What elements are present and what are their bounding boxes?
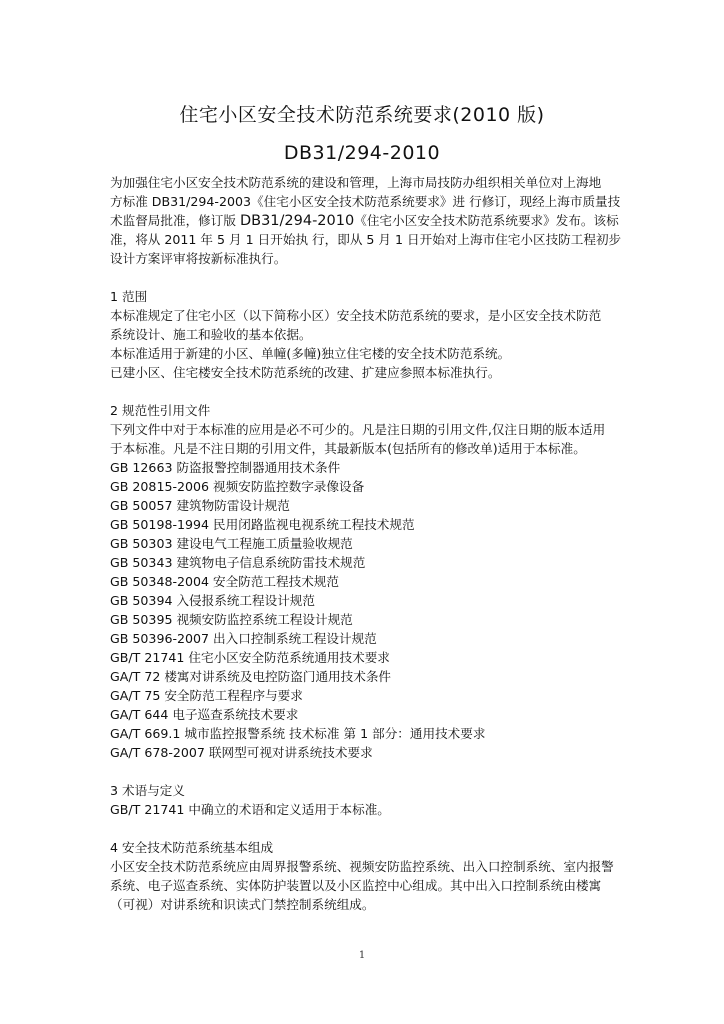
reference-item: GA/T 75 安全防范工程程序与要求	[110, 688, 303, 703]
section-line: 系统、电子巡查系统、实体防护装置以及小区监控中心组成。其中出入口控制系统由楼寓	[110, 878, 602, 893]
page-number: 1	[358, 950, 366, 961]
reference-item: GB 50395 视频安防监控系统工程设计规范	[110, 612, 353, 627]
section-line: 下列文件中对于本标准的应用是必不可少的。凡是注日期的引用文件,仅注日期的版本适用	[110, 422, 606, 437]
intro-line	[110, 211, 620, 230]
section-basic-composition	[110, 838, 620, 914]
reference-item: GA/T 644 电子巡查系统技术要求	[110, 707, 299, 722]
intro-line: 准，将从 2011 年 5 月 1 日开始执 行，即从 5 月 1 日开始对上海市住宅小区技防工程初步	[110, 232, 622, 247]
reference-item: GB 50303 建设电气工程施工质量验收规范	[110, 536, 353, 551]
section-line: GB/T 21741 中确立的术语和定义适用于本标准。	[110, 802, 390, 817]
section-normative-references	[110, 401, 620, 762]
reference-item: GB 50348-2004 安全防范工程技术规范	[110, 574, 339, 589]
document-title: 住宅小区安全技术防范系统要求(2010 版)	[179, 104, 545, 126]
document-body	[110, 173, 620, 914]
revised-standard-number: DB31/294-2010	[239, 213, 355, 229]
reference-item: GB 50198-1994 民用闭路监视电视系统工程技术规范	[110, 517, 415, 532]
intro-text: 术监督局批准，修订版	[110, 213, 240, 228]
reference-item: GB 20815-2006 视频安防监控数字录像设备	[110, 479, 365, 494]
intro-text: 《住宅小区安全技术防范系统要求》发布。该标	[354, 213, 619, 228]
section-line: 于本标准。凡是不注日期的引用文件，其最新版本(包括所有的修改单)适用于本标准。	[110, 441, 586, 456]
reference-item: GB 50057 建筑物防雷设计规范	[110, 498, 290, 513]
reference-item: GB 50396-2007 出入口控制系统工程设计规范	[110, 631, 377, 646]
section-heading: 1 范围	[110, 289, 148, 304]
section-terms-definitions	[110, 781, 620, 819]
section-heading: 2 规范性引用文件	[110, 403, 211, 418]
section-line: 已建小区、住宅楼安全技术防范系统的改建、扩建应参照本标准执行。	[110, 365, 501, 380]
reference-item: GB 50343 建筑物电子信息系统防雷技术规范	[110, 555, 366, 570]
reference-item: GA/T 72 楼寓对讲系统及电控防盗门通用技术条件	[110, 669, 392, 684]
section-line: 本标准规定了住宅小区（以下简称小区）安全技术防范系统的要求，是小区安全技术防范	[110, 308, 602, 323]
section-heading: 4 安全技术防范系统基本组成	[110, 840, 274, 855]
section-line: 小区安全技术防范系统应由周界报警系统、视频安防监控系统、出入口控制系统、室内报警	[110, 859, 614, 874]
intro-paragraph	[110, 173, 620, 268]
section-line: （可视）对讲系统和识读式门禁控制系统组成。	[110, 897, 375, 912]
section-heading: 3 术语与定义	[110, 783, 185, 798]
reference-item: GB/T 21741 住宅小区安全防范系统通用技术要求	[110, 650, 390, 665]
reference-item: GA/T 678-2007 联网型可视对讲系统技术要求	[110, 745, 373, 760]
reference-item: GB 50394 入侵报系统工程设计规范	[110, 593, 315, 608]
intro-line: 方标准 DB31/294-2003《住宅小区安全技术防范系统要求》进 行修订，现经上海市质量技	[110, 194, 621, 209]
section-line: 本标准适用于新建的小区、单幢(多幢)独立住宅楼的安全技术防范系统。	[110, 346, 511, 361]
reference-item: GA/T 669.1 城市监控报警系统 技术标准 第 1 部分：通用技术要求	[110, 726, 486, 741]
reference-item: GB 12663 防盗报警控制器通用技术条件	[110, 460, 341, 475]
section-scope	[110, 287, 620, 382]
intro-line: 为加强住宅小区安全技术防范系统的建设和管理，上海市局技防办组织相关单位对上海地	[110, 175, 602, 190]
intro-line: 设计方案评审将按新标准执行。	[110, 251, 287, 266]
section-line: 系统设计、施工和验收的基本依据。	[110, 327, 312, 342]
standard-number: DB31/294-2010	[283, 142, 441, 164]
